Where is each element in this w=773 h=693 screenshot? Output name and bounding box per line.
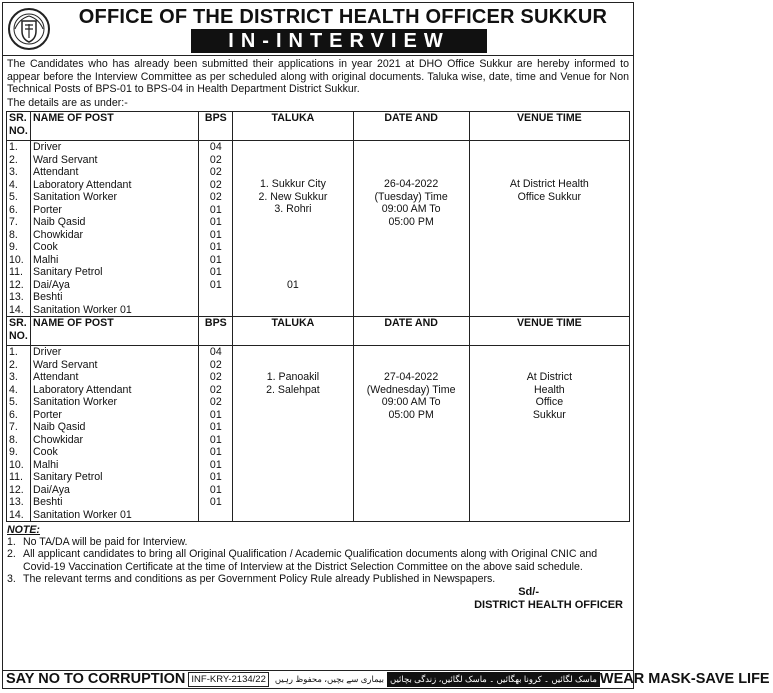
note-item <box>7 573 629 585</box>
list-item: 02 <box>209 396 222 408</box>
note-number: 2. <box>7 548 16 561</box>
list-item: Beshti <box>33 291 63 303</box>
venue-cell <box>469 346 629 522</box>
header-post: NAME OF POST <box>31 317 199 346</box>
date-cell <box>353 346 469 522</box>
intro-paragraph: The Candidates who has already been submitted their applications in year 2021 at DHO Office Sukkur are hereby informed to appear before the Interview Committee as per scheduled along with original documents. Taluka wise, date, time and Venue for Non Technical Posts of BPS-01 to BPS-04 in Health Department District Sukkur. <box>7 58 629 95</box>
list-item: Office Sukkur <box>517 190 582 203</box>
list-item: 01 <box>209 278 222 291</box>
list-item: Health <box>534 383 565 396</box>
bps-column <box>199 346 233 522</box>
list-item: 01 <box>209 241 222 253</box>
signature-sd: Sd/- <box>518 586 539 599</box>
header-bps: BPS <box>199 317 233 346</box>
header-venue: VENUE TIME <box>469 317 629 346</box>
list-item: Sanitation Worker <box>33 191 118 203</box>
list-item: 02 <box>209 166 222 178</box>
footer-ad-code: INF-KRY-2134/22 <box>188 672 268 687</box>
list-item: 04 <box>209 346 222 358</box>
list-item: 4. <box>9 178 18 191</box>
signature-title: DISTRICT HEALTH OFFICER <box>474 599 623 612</box>
schedule-table-2 <box>6 316 630 522</box>
list-item: Ward Servant <box>33 153 98 166</box>
list-item: (Tuesday) Time <box>374 190 448 203</box>
list-item: 01 <box>209 496 222 508</box>
list-item: 2. Salehpat <box>266 383 320 396</box>
venue-block <box>470 178 629 203</box>
schedule-table-1 <box>6 111 630 317</box>
list-item: Driver <box>33 141 62 153</box>
list-item: Sanitation Worker <box>33 396 118 408</box>
list-item: 1. Panoakil <box>266 371 320 383</box>
list-item: At District <box>526 371 573 383</box>
list-item: Laboratory Attendant <box>33 383 132 396</box>
list-item: Malhi <box>33 458 59 471</box>
list-item: 1. <box>9 141 18 153</box>
signature-block <box>3 586 633 612</box>
list-item: 4. <box>9 383 18 396</box>
list-item: (Wednesday) Time <box>366 383 456 396</box>
office-title: OFFICE OF THE DISTRICT HEALTH OFFICER SUKKUR <box>78 6 608 28</box>
list-item: 02 <box>209 371 222 383</box>
list-item: 10. <box>9 253 24 266</box>
list-item: 02 <box>209 178 222 191</box>
list-item: 01 <box>209 458 222 471</box>
list-item: 3. <box>9 371 18 383</box>
table-body-row <box>7 346 630 522</box>
footer-slogan-left: SAY NO TO CORRUPTION <box>6 671 186 687</box>
list-item: 26-04-2022 <box>384 178 439 190</box>
list-item: 01 <box>209 216 222 228</box>
list-item: Laboratory Attendant <box>33 178 132 191</box>
venue-cell <box>469 141 629 317</box>
taluka-extra: 01 <box>287 278 299 291</box>
list-item: 01 <box>209 483 222 496</box>
list-item: 3. <box>9 166 18 178</box>
list-item: Cook <box>33 446 58 458</box>
list-item: 6. <box>9 203 18 216</box>
list-item: 8. <box>9 228 18 241</box>
bps-column <box>199 141 233 317</box>
date-time-block <box>354 371 469 421</box>
header-venue: VENUE TIME <box>469 112 629 141</box>
list-item: 01 <box>209 228 222 241</box>
list-item: 01 <box>209 471 222 483</box>
list-item: Driver <box>33 346 62 358</box>
list-item: Sanitation Worker 01 <box>33 303 132 316</box>
list-item: 6. <box>9 408 18 421</box>
list-item: 01 <box>209 446 222 458</box>
list-item: 2. New Sukkur <box>258 190 328 203</box>
list-item: 05:00 PM <box>388 215 434 228</box>
header <box>3 3 633 56</box>
taluka-cell <box>233 346 353 522</box>
taluka-list <box>233 178 352 216</box>
list-item: 5. <box>9 396 18 408</box>
taluka-cell <box>233 141 353 317</box>
list-item: 2. <box>9 358 18 371</box>
header-sr: SR. NO. <box>7 112 31 141</box>
footer-slogan-right: WEAR MASK-SAVE LIFE <box>599 671 770 687</box>
note-number: 1. <box>7 536 16 549</box>
list-item: Chowkidar <box>33 228 84 241</box>
footer-bar <box>3 670 770 688</box>
sr-column <box>7 346 31 522</box>
footer-urdu-banner: ماسک لگائیں ۔ کرونا بھگائیں ۔ ماسک لگائیں، زندگی بچائیں <box>387 672 600 687</box>
list-item: 01 <box>209 408 222 421</box>
list-item: 09:00 AM To <box>381 396 441 408</box>
post-column <box>31 141 199 317</box>
list-item: 1. <box>9 346 18 358</box>
list-item: 13. <box>9 291 24 303</box>
list-item: Naib Qasid <box>33 216 86 228</box>
header-sr: SR. NO. <box>7 317 31 346</box>
note-item <box>7 548 629 572</box>
date-cell <box>353 141 469 317</box>
header-taluka: TALUKA <box>233 317 353 346</box>
list-item: 01 <box>209 421 222 433</box>
list-item: Dai/Aya <box>33 278 70 291</box>
list-item: Sanitary Petrol <box>33 266 103 278</box>
list-item: Porter <box>33 203 62 216</box>
header-bps: BPS <box>199 112 233 141</box>
notes-section <box>3 522 633 585</box>
list-item: 5. <box>9 191 18 203</box>
list-item: 9. <box>9 446 18 458</box>
list-item: At District Health <box>509 178 589 190</box>
note-text: The relevant terms and conditions as per Government Policy Rule already Published in Newspapers. <box>23 572 496 585</box>
header-date: DATE AND <box>353 112 469 141</box>
date-time-block <box>354 178 469 228</box>
list-item: Attendant <box>33 166 79 178</box>
list-item: 02 <box>209 358 222 371</box>
list-item: Sukkur <box>532 408 566 421</box>
list-item: 13. <box>9 496 24 508</box>
header-taluka: TALUKA <box>233 112 353 141</box>
notes-list <box>7 536 629 585</box>
table-header-row <box>7 317 630 346</box>
list-item: 2. <box>9 153 18 166</box>
list-item: 27-04-2022 <box>384 371 439 383</box>
list-item: 02 <box>209 191 222 203</box>
list-item: Sanitary Petrol <box>33 471 103 483</box>
advertisement-page <box>2 2 770 689</box>
list-item: Sanitation Worker 01 <box>33 508 132 521</box>
table-body-row <box>7 141 630 317</box>
note-text: All applicant candidates to bring all Original Qualification / Academic Qualification documents along with Original CNIC and Covid-19 Vaccination Certificate at the time of Interview at the District Selection Committee on the above said schedule. <box>23 548 598 573</box>
list-item: 01 <box>209 253 222 266</box>
list-item: Porter <box>33 408 62 421</box>
list-item: 9. <box>9 241 18 253</box>
post-column <box>31 346 199 522</box>
list-item: 3. Rohri <box>274 203 312 215</box>
list-item: 7. <box>9 216 18 228</box>
list-item: 14. <box>9 303 24 316</box>
list-item: 12. <box>9 278 24 291</box>
list-item: Chowkidar <box>33 433 84 446</box>
taluka-list <box>233 371 352 396</box>
list-item: Ward Servant <box>33 358 98 371</box>
list-item: Beshti <box>33 496 63 508</box>
list-item: 14. <box>9 508 24 521</box>
note-item <box>7 536 629 548</box>
note-number: 3. <box>7 572 16 585</box>
list-item: Office <box>535 396 564 408</box>
header-post: NAME OF POST <box>31 112 199 141</box>
list-item: Malhi <box>33 253 59 266</box>
footer-urdu-text: بیماری سے بچیں، محفوظ رہیں <box>274 674 384 684</box>
list-item: 09:00 AM To <box>381 203 441 215</box>
list-item: 01 <box>209 433 222 446</box>
list-item: Attendant <box>33 371 79 383</box>
list-item: 12. <box>9 483 24 496</box>
sr-column <box>7 141 31 317</box>
list-item: 7. <box>9 421 18 433</box>
header-date: DATE AND <box>353 317 469 346</box>
note-text: No TA/DA will be paid for Interview. <box>23 536 188 549</box>
list-item: Dai/Aya <box>33 483 70 496</box>
notes-title: NOTE: <box>7 524 40 536</box>
list-item: 8. <box>9 433 18 446</box>
list-item: 1. Sukkur City <box>259 178 326 190</box>
table-header-row <box>7 112 630 141</box>
government-seal-icon <box>7 7 51 51</box>
details-line: The details are as under:- <box>7 96 128 109</box>
list-item: 02 <box>209 153 222 166</box>
list-item: Cook <box>33 241 58 253</box>
list-item: 04 <box>209 141 222 153</box>
list-item: 05:00 PM <box>388 408 434 421</box>
list-item: 01 <box>209 203 222 216</box>
list-item: Naib Qasid <box>33 421 86 433</box>
list-item: 02 <box>209 383 222 396</box>
venue-block <box>470 371 629 421</box>
in-interview-banner: IN-INTERVIEW <box>191 29 487 53</box>
list-item: 10. <box>9 458 24 471</box>
list-item: 11. <box>9 266 23 278</box>
list-item: 11. <box>9 471 23 483</box>
list-item: 01 <box>209 266 222 278</box>
